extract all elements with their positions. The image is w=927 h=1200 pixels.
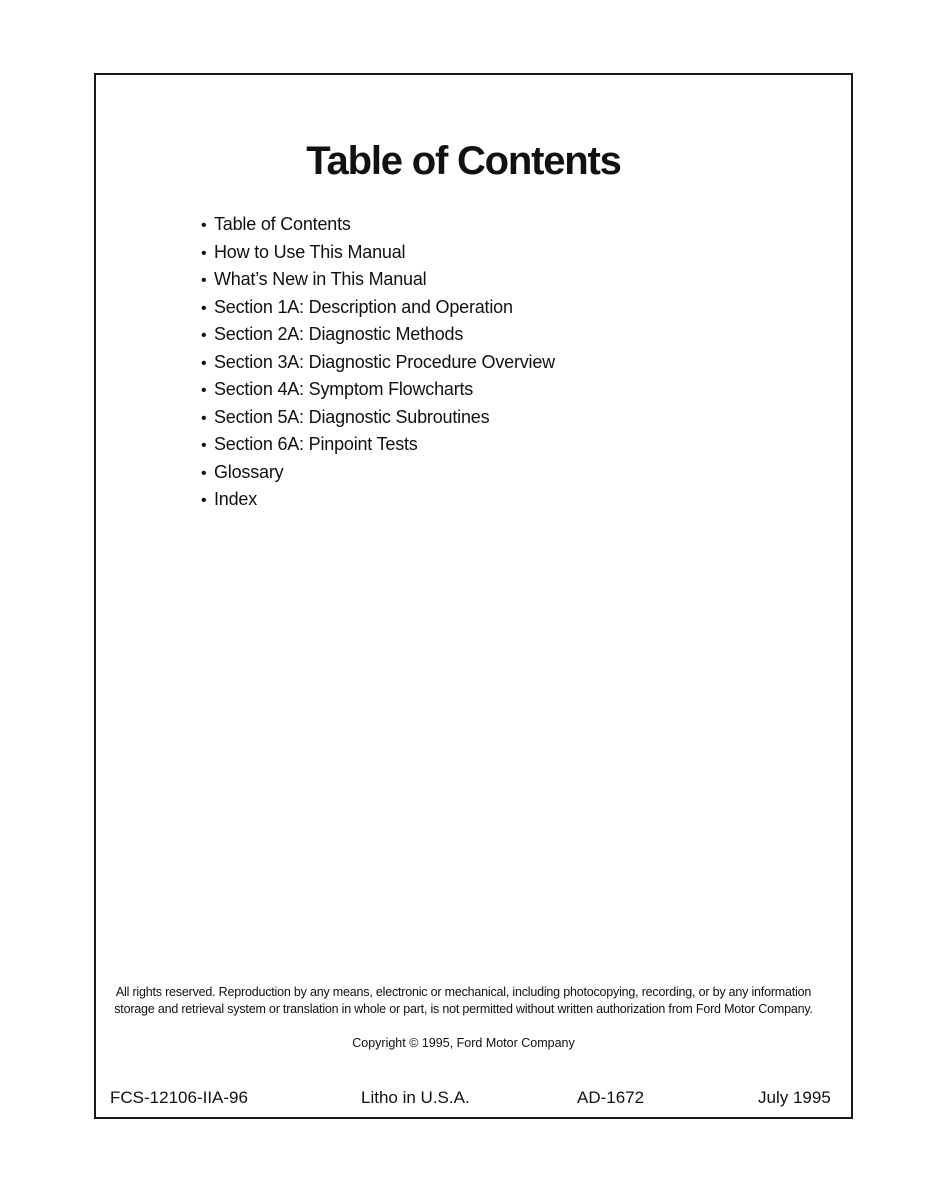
footer-litho: Litho in U.S.A. bbox=[361, 1088, 470, 1107]
toc-item-label: How to Use This Manual bbox=[214, 241, 406, 262]
footer-code: AD-1672 bbox=[577, 1088, 645, 1107]
toc-item-label: What’s New in This Manual bbox=[214, 269, 427, 289]
toc-item-label: Section 1A: Description and Operation bbox=[214, 296, 513, 317]
toc-item bbox=[201, 349, 555, 377]
toc-item bbox=[201, 486, 555, 514]
toc-item bbox=[201, 376, 555, 404]
bullet-icon: • bbox=[201, 217, 207, 234]
toc-item-label: Glossary bbox=[214, 461, 284, 482]
bullet-icon: • bbox=[201, 382, 207, 399]
bullet-icon: • bbox=[201, 327, 207, 344]
footer-part-number: FCS-12106-IIA-96 bbox=[110, 1088, 248, 1107]
copyright-notice: Copyright © 1995, Ford Motor Company bbox=[352, 1036, 575, 1050]
bullet-icon: • bbox=[201, 464, 207, 482]
bullet-icon: • bbox=[201, 409, 207, 427]
toc-item-label: Table of Contents bbox=[214, 214, 351, 234]
rights-notice: All rights reserved. Reproduction by any means, electronic or mechanical, including photocopying, recording, or by any information storage and retrieval system or translation in whole or part, is not permitted without written authorization from Ford Motor Company. bbox=[114, 985, 813, 1016]
bullet-icon: • bbox=[201, 492, 207, 509]
toc-item bbox=[201, 404, 555, 432]
toc-item bbox=[201, 321, 555, 349]
toc-item-label: Section 5A: Diagnostic Subroutines bbox=[214, 406, 490, 427]
toc-item-label: Section 4A: Symptom Flowcharts bbox=[214, 379, 474, 399]
footer-date: July 1995 bbox=[758, 1088, 831, 1107]
toc-item bbox=[201, 211, 555, 239]
toc-item-label: Index bbox=[214, 489, 258, 509]
bullet-icon: • bbox=[201, 437, 207, 454]
bullet-icon: • bbox=[201, 299, 207, 317]
bullet-icon: • bbox=[201, 244, 207, 262]
toc-item bbox=[201, 459, 555, 487]
toc-item-label: Section 2A: Diagnostic Methods bbox=[214, 324, 464, 344]
toc-item-label: Section 6A: Pinpoint Tests bbox=[214, 434, 418, 454]
bullet-icon: • bbox=[201, 354, 207, 372]
toc-item bbox=[201, 239, 555, 267]
toc-item bbox=[201, 294, 555, 322]
page-title: Table of Contents bbox=[306, 139, 621, 183]
bullet-icon: • bbox=[201, 272, 207, 289]
toc-list bbox=[201, 211, 555, 514]
toc-item bbox=[201, 431, 555, 459]
toc-item-label: Section 3A: Diagnostic Procedure Overview bbox=[214, 351, 555, 372]
toc-item bbox=[201, 266, 555, 294]
